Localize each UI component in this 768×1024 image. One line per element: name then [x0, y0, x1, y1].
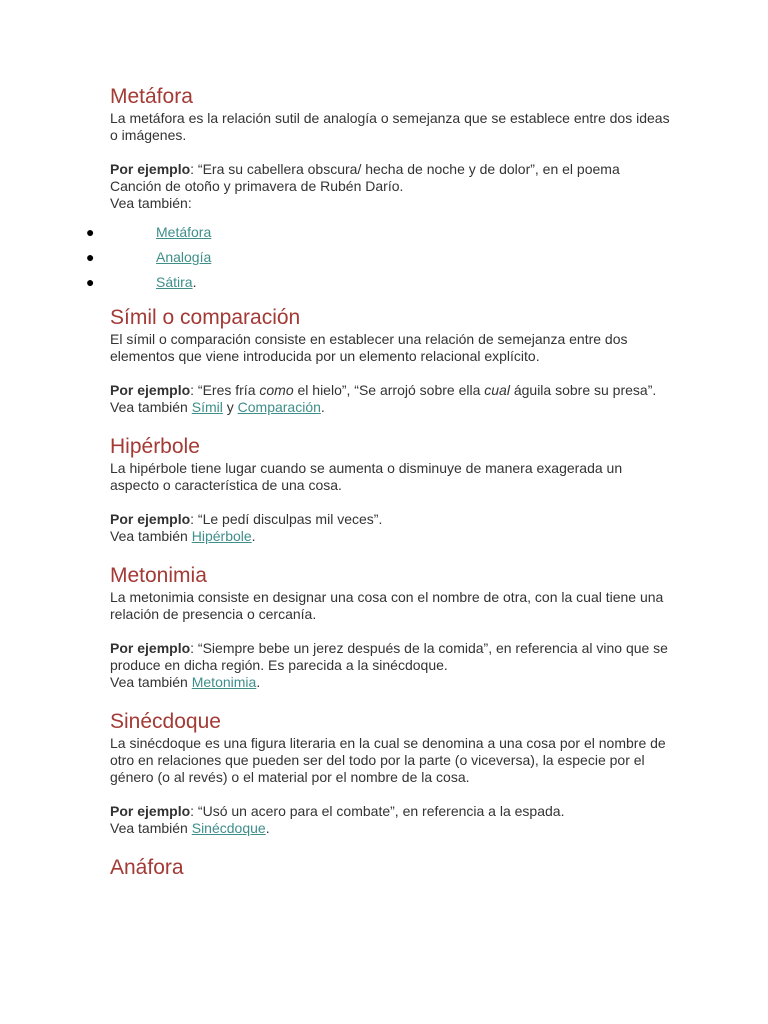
example: Por ejemplo: “Le pedí disculpas mil veces”.	[110, 511, 383, 527]
example-label: Por ejemplo	[110, 511, 191, 527]
link-simil[interactable]: Símil	[191, 399, 223, 415]
example-label: Por ejemplo	[110, 640, 191, 656]
example-label: Por ejemplo	[110, 803, 191, 819]
example: Por ejemplo: “Eres fría como el hielo”, “Se arrojó sobre ella cual águila sobre su presa”.	[110, 382, 657, 398]
section-metonimia	[110, 563, 670, 691]
bullet-icon: ●	[86, 249, 95, 265]
section-simil	[110, 305, 670, 416]
bullet-icon: ●	[86, 274, 95, 290]
section-sinecdoque	[110, 709, 670, 837]
see-also: Vea también Hipérbole.	[110, 528, 256, 544]
example-label: Por ejemplo	[110, 161, 191, 177]
section-title: Metonimia	[110, 564, 207, 587]
definition: La metáfora es la relación sutil de analogía o semejanza que se establece entre dos ideas o imágenes.	[110, 110, 670, 143]
example-label: Por ejemplo	[110, 382, 191, 398]
section-title: Sinécdoque	[110, 710, 221, 733]
example: Por ejemplo: “Usó un acero para el combate”, en referencia a la espada.	[110, 803, 565, 819]
list-item	[0, 224, 670, 249]
see-also: Vea también:	[110, 195, 192, 211]
section-title: Hipérbole	[110, 435, 200, 458]
link-sinecdoque[interactable]: Sinécdoque	[191, 820, 266, 836]
section-hiperbole	[110, 434, 670, 545]
section-title: Metáfora	[110, 85, 193, 108]
definition: El símil o comparación consiste en establecer una relación de semejanza entre dos elementos que viene introducida por un elemento relacional explícito.	[110, 331, 628, 364]
list-item	[0, 249, 670, 274]
link-metafora[interactable]: Metáfora	[156, 224, 212, 240]
link-hiperbole[interactable]: Hipérbole	[191, 528, 252, 544]
document-page	[86, 84, 670, 881]
see-also-list	[0, 224, 670, 299]
bullet-icon: ●	[86, 224, 95, 240]
definition: La metonimia consiste en designar una cosa con el nombre de otra, con la cual tiene una relación de presencia o cercanía.	[110, 589, 664, 622]
section-title: Símil o comparación	[110, 306, 301, 329]
definition: La sinécdoque es una figura literaria en la cual se denomina a una cosa por el nombre de otro en relaciones que pueden ser del todo por la parte (o viceversa), la especie por el género (o al revés) o el material por el nombre de la cosa.	[110, 735, 666, 785]
see-also: Vea también Símil y Comparación.	[110, 399, 325, 415]
link-comparacion[interactable]: Comparación	[237, 399, 321, 415]
example: Por ejemplo: “Siempre bebe un jerez después de la comida”, en referencia al vino que se produce en dicha región. Es parecida a la sinécdoque.	[110, 640, 668, 673]
see-also: Vea también Metonimia.	[110, 674, 261, 690]
link-satira[interactable]: Sátira	[156, 274, 193, 290]
see-also: Vea también Sinécdoque.	[110, 820, 270, 836]
example: Por ejemplo: “Era su cabellera obscura/ hecha de noche y de dolor”, en el poema Canción de otoño y primavera de Rubén Darío.	[110, 161, 620, 194]
section-metafora	[86, 84, 670, 299]
section-anafora	[110, 855, 670, 881]
link-analogia[interactable]: Analogía	[156, 249, 212, 265]
section-title: Anáfora	[110, 856, 184, 879]
link-metonimia[interactable]: Metonimia	[191, 674, 257, 690]
definition: La hipérbole tiene lugar cuando se aumenta o disminuye de manera exagerada un aspecto o característica de una cosa.	[110, 460, 623, 493]
list-item: ● Sátira.	[86, 274, 197, 290]
